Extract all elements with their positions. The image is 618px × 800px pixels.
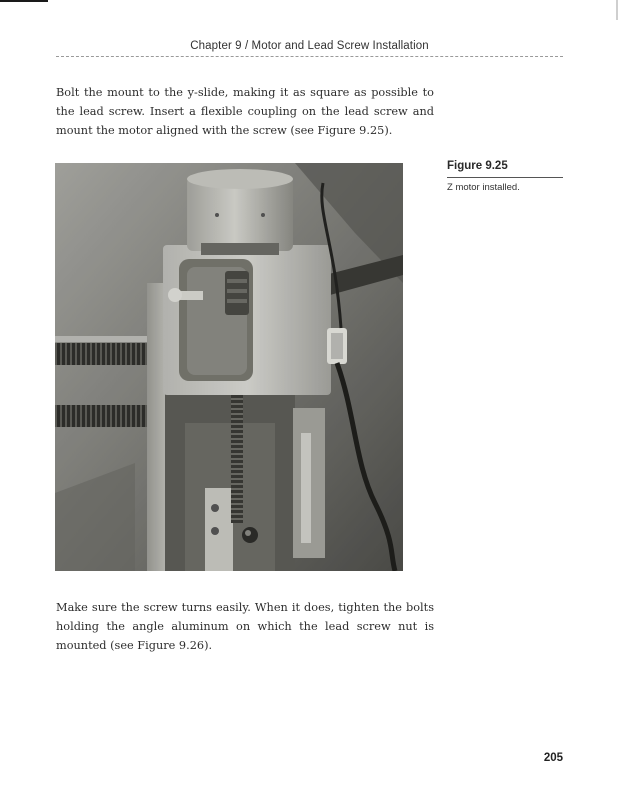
body-paragraph-2: Make sure the screw turns easily. When it does, tighten the bolts holding the angle aluminum on which the lead screw nut is mounted (see Figure 9.26). xyxy=(56,601,434,652)
header-divider xyxy=(56,56,563,57)
body-paragraph-1: Bolt the mount to the y-slide, making it as square as possible to the lead screw. Insert a flexible coupling on the lead screw and mount the motor aligned with the screw (see Figure 9.25). xyxy=(56,86,434,137)
scan-edge-mark xyxy=(0,0,48,2)
page-number: 205 xyxy=(543,752,563,764)
figure-photo xyxy=(55,163,403,571)
caption-divider xyxy=(447,177,563,178)
figure-label: Figure 9.25 xyxy=(447,160,508,172)
figure-caption: Z motor installed. xyxy=(447,182,520,193)
z-motor-photo xyxy=(55,163,403,571)
running-head: Chapter 9 / Motor and Lead Screw Installation xyxy=(190,40,429,52)
